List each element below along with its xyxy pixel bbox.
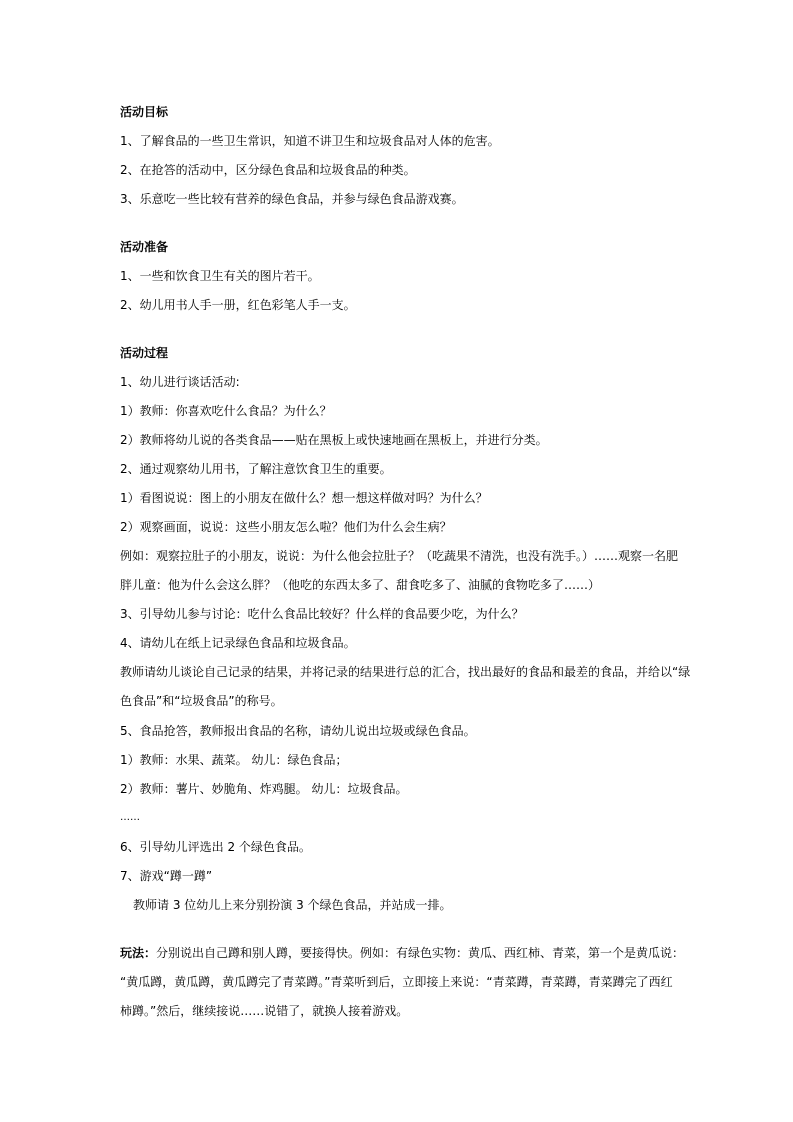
- process-line: 胖儿童：他为什么会这么胖？（他吃的东西太多了、甜食吃多了、油腻的食物吃多了……）: [120, 578, 601, 592]
- process-line: 1）看图说说：图上的小朋友在做什么？想一想这样做对吗？为什么？: [120, 491, 488, 505]
- process-line: 5、食品抢答，教师报出食品的名称，请幼儿说出垃圾或绿色食品。: [120, 724, 476, 738]
- process-line: 教师请幼儿谈论自己记录的结果，并将记录的结果进行总的汇合，找出最好的食品和最差的食品，并给以“绿: [120, 665, 691, 679]
- process-line: 2）观察画面，说说：这些小朋友怎么啦？他们为什么会生病？: [120, 520, 452, 534]
- process-line: 6、引导幼儿评选出 2 个绿色食品。: [120, 840, 311, 854]
- process-line: 2）教师将幼儿说的各类食品——贴在黑板上或快速地画在黑板上，并进行分类。: [120, 433, 548, 447]
- process-line: 3、引导幼儿参与讨论：吃什么食品比较好？什么样的食品要少吃，为什么？: [120, 607, 524, 621]
- prep-item: 2、幼儿用书人手一册，红色彩笔人手一支。: [120, 298, 356, 312]
- process-line: 1）教师：你喜欢吃什么食品？为什么？: [120, 404, 332, 418]
- process-line: 2、通过观察幼儿用书，了解注意饮食卫生的重要。: [120, 462, 392, 476]
- process-line: 1）教师：水果、蔬菜。 幼儿：绿色食品；: [120, 753, 348, 767]
- process-line: 教师请 3 位幼儿上来分别扮演 3 个绿色食品，并站成一排。: [133, 898, 452, 912]
- goal-item: 2、在抢答的活动中，区分绿色食品和垃圾食品的种类。: [120, 163, 416, 177]
- play-label: 玩法：: [120, 946, 157, 960]
- process-line: 1、幼儿进行谈话活动:: [120, 375, 240, 389]
- play-line: 柿蹲。”然后，继续接说……说错了，就换人接着游戏。: [120, 1004, 409, 1018]
- prep-item: 1、一些和饮食卫生有关的图片若干。: [120, 269, 320, 283]
- goals-heading: 活动目标: [120, 105, 169, 119]
- play-line: “黄瓜蹲，黄瓜蹲，黄瓜蹲完了青菜蹲。”青菜听到后，立即接上来说：“青菜蹲，青菜蹲，青菜蹲完了西红: [120, 975, 673, 989]
- process-line: 7、游戏“蹲一蹲”: [120, 869, 213, 883]
- goal-item: 1、了解食品的一些卫生常识，知道不讲卫生和垃圾食品对人体的危害。: [120, 134, 500, 148]
- play-line-first: [120, 946, 684, 960]
- goal-item: 3、乐意吃一些比较有营养的绿色食品，并参与绿色食品游戏赛。: [120, 192, 464, 206]
- process-line: 2）教师：薯片、妙脆角、炸鸡腿。 幼儿：垃圾食品。: [120, 782, 408, 796]
- prep-heading: 活动准备: [120, 240, 169, 254]
- process-line: 例如：观察拉肚子的小朋友，说说：为什么他会拉肚子？（吃蔬果不清洗，也没有洗手。）……观察一名肥: [120, 549, 679, 563]
- process-line: 色食品”和“垃圾食品”的称号。: [120, 694, 283, 708]
- process-line: 4、请幼儿在纸上记录绿色食品和垃圾食品。: [120, 636, 356, 650]
- play-text: 分别说出自己蹲和别人蹲，要接得快。例如：有绿色实物：黄瓜、西红柿、青菜，第一个是黄瓜说：: [156, 946, 685, 960]
- process-heading: 活动过程: [120, 346, 169, 360]
- process-line: ……: [120, 812, 140, 823]
